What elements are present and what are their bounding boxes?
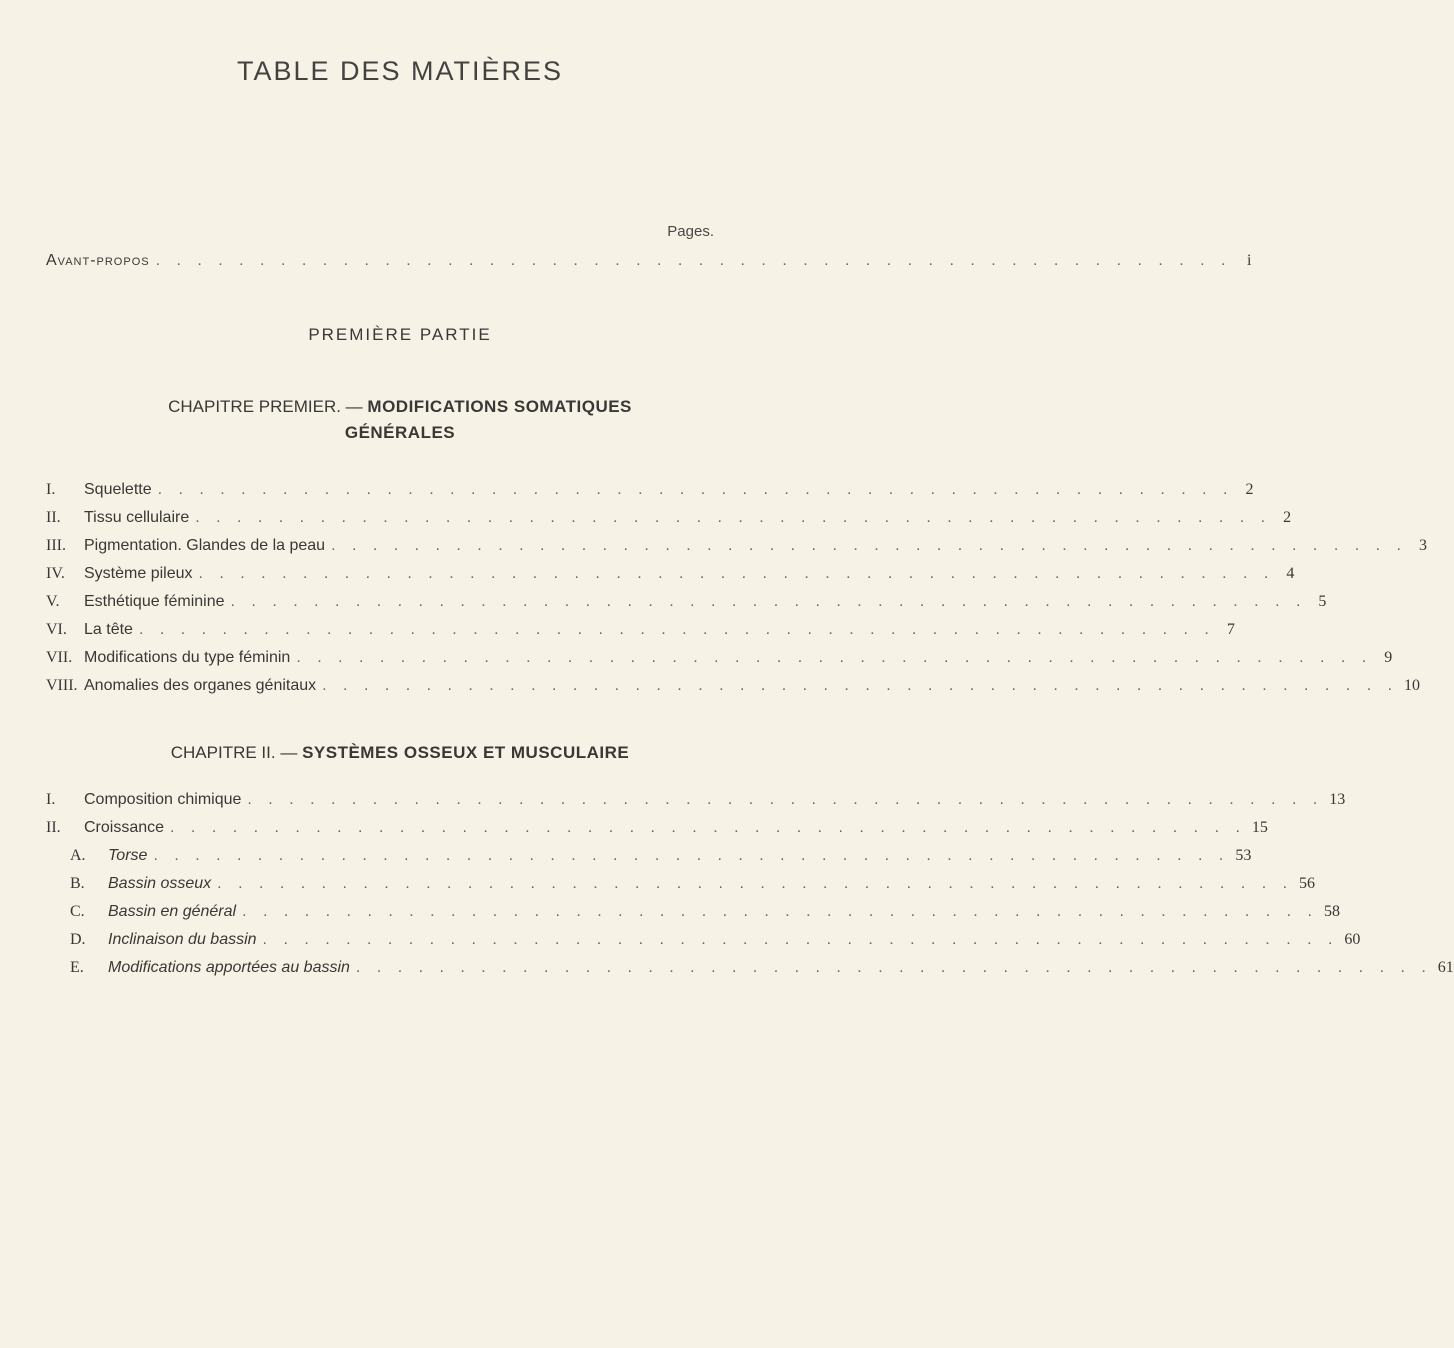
subentry-page: 58: [1323, 903, 1340, 920]
leader-dots: . . . . . . . . . . . . . . . . . . . . . . . . . . . . . . . . . . . . . . . . . . . . . . . . . . . .: [217, 875, 1294, 892]
subentry-label: Bassin en général: [108, 903, 237, 920]
entry-label: Modifications du type féminin: [84, 649, 291, 666]
entry-number: II.: [46, 509, 61, 526]
subentry-label: Bassin osseux: [108, 875, 212, 892]
subentry-letter: A.: [70, 847, 86, 864]
toc-entry: [46, 480, 1254, 500]
leader-dots: . . . . . . . . . . . . . . . . . . . . . . . . . . . . . . . . . . . . . . . . . . . . . . . . . . . .: [195, 509, 1272, 526]
toc-subentry: [70, 874, 1316, 894]
toc-entry: [46, 592, 1327, 612]
toc-subentry: [70, 930, 1361, 950]
entry-page: i: [1247, 252, 1252, 269]
subentry-letter: C.: [70, 903, 85, 920]
chapter-1-heading: [80, 394, 720, 446]
subentry-label: Modifications apportées au bassin: [108, 959, 350, 976]
leader-dots: . . . . . . . . . . . . . . . . . . . . . . . . . . . . . . . . . . . . . . . . . . . . . . . . . . . .: [170, 819, 1246, 836]
subentry-letter: E.: [70, 959, 84, 976]
leader-dots: . . . . . . . . . . . . . . . . . . . . . . . . . . . . . . . . . . . . . . . . . . . . . . . . . . . .: [331, 537, 1407, 554]
leader-dots: . . . . . . . . . . . . . . . . . . . . . . . . . . . . . . . . . . . . . . . . . . . . . . . . . . . .: [322, 677, 1399, 694]
subentry-letter: B.: [70, 875, 85, 892]
entry-label: Pigmentation. Glandes de la peau: [84, 537, 326, 554]
pages-column-label: Pages.: [667, 223, 714, 240]
toc-entry: [46, 536, 1427, 556]
toc-entry: [46, 508, 1292, 528]
entry-page: 3: [1418, 537, 1427, 554]
toc-entry: [46, 564, 1295, 584]
chapter-2-heading: [80, 740, 720, 766]
part-title: PREMIÈRE PARTIE: [308, 325, 492, 344]
entry-page: 13: [1329, 791, 1346, 808]
toc-entry: [46, 648, 1393, 668]
leader-dots: . . . . . . . . . . . . . . . . . . . . . . . . . . . . . . . . . . . . . . . . . . . . . . . . . . . .: [138, 621, 1215, 638]
entry-label: Système pileux: [84, 565, 193, 582]
chapter-1-prefix: CHAPITRE PREMIER. —: [168, 397, 363, 416]
entry-number: VI.: [46, 621, 67, 638]
entry-page: 9: [1384, 649, 1393, 666]
subentry-page: 56: [1299, 875, 1316, 892]
entry-number: VII.: [46, 649, 73, 666]
subentry-label: Torse: [108, 847, 148, 864]
toc-entry: [46, 676, 1421, 696]
leader-dots: . . . . . . . . . . . . . . . . . . . . . . . . . . . . . . . . . . . . . . . . . . . . . . . . . . . .: [262, 931, 1339, 948]
subentry-label: Inclinaison du bassin: [108, 931, 257, 948]
subentry-page: 61: [1437, 959, 1454, 976]
entry-number: II.: [46, 819, 61, 836]
subentry-page: 53: [1235, 847, 1252, 864]
leader-dots: . . . . . . . . . . . . . . . . . . . . . . . . . . . . . . . . . . . . . . . . . . . . . . . . . . . .: [230, 593, 1307, 610]
subentry-page: 60: [1344, 931, 1361, 948]
leader-dots: . . . . . . . . . . . . . . . . . . . . . . . . . . . . . . . . . . . . . . . . . . . . . . . . . . . .: [155, 252, 1232, 269]
entry-page: 4: [1286, 565, 1295, 582]
chapter-1-title-line2: GÉNÉRALES: [344, 423, 456, 442]
entry-label: La tête: [84, 621, 133, 638]
leader-dots: . . . . . . . . . . . . . . . . . . . . . . . . . . . . . . . . . . . . . . . . . . . . . . . . . . . .: [242, 903, 1318, 920]
entry-label: Avant-propos: [46, 252, 150, 269]
entry-page: 2: [1283, 509, 1292, 526]
entry-label: Squelette: [84, 481, 152, 498]
toc-subentry: [70, 902, 1340, 922]
leader-dots: . . . . . . . . . . . . . . . . . . . . . . . . . . . . . . . . . . . . . . . . . . . . . . . . . . . .: [153, 847, 1230, 864]
entry-number: V.: [46, 593, 60, 610]
entry-number: III.: [46, 537, 66, 554]
leader-dots: . . . . . . . . . . . . . . . . . . . . . . . . . . . . . . . . . . . . . . . . . . . . . . . . . . . .: [157, 481, 1234, 498]
page-title: TABLE DES MATIÈRES: [236, 56, 564, 86]
subentry-letter: D.: [70, 931, 86, 948]
entry-number: VIII.: [46, 677, 78, 694]
chapter-2-prefix: CHAPITRE II. —: [170, 743, 298, 762]
leader-dots: . . . . . . . . . . . . . . . . . . . . . . . . . . . . . . . . . . . . . . . . . . . . . . . . . . . .: [296, 649, 1373, 666]
entry-label: Anomalies des organes génitaux: [84, 677, 317, 694]
entry-number: I.: [46, 481, 56, 498]
entry-page: 10: [1404, 677, 1421, 694]
leader-dots: . . . . . . . . . . . . . . . . . . . . . . . . . . . . . . . . . . . . . . . . . . . . . . . . . . . .: [355, 959, 1432, 976]
entry-label: Esthétique féminine: [84, 593, 225, 610]
entry-number: I.: [46, 791, 56, 808]
toc-entry-avant-propos: [46, 251, 1252, 271]
leader-dots: . . . . . . . . . . . . . . . . . . . . . . . . . . . . . . . . . . . . . . . . . . . . . . . . . . . .: [198, 565, 1275, 582]
entry-label: Composition chimique: [84, 791, 242, 808]
entry-label: Croissance: [84, 819, 165, 836]
entry-number: IV.: [46, 565, 65, 582]
toc-entry: [46, 790, 1346, 810]
leader-dots: . . . . . . . . . . . . . . . . . . . . . . . . . . . . . . . . . . . . . . . . . . . . . . . . . . . .: [247, 791, 1324, 808]
chapter-2-title: SYSTÈMES OSSEUX ET MUSCULAIRE: [302, 743, 630, 762]
entry-page: 15: [1251, 819, 1268, 836]
toc-subentry: [70, 846, 1252, 866]
toc-entry: [46, 818, 1268, 838]
toc-entry: [46, 620, 1235, 640]
entry-label: Tissu cellulaire: [84, 509, 190, 526]
entry-page: 7: [1226, 621, 1235, 638]
toc-subentry: [70, 958, 1454, 978]
entry-page: 5: [1318, 593, 1327, 610]
chapter-1-title-line1: MODIFICATIONS SOMATIQUES: [367, 397, 632, 416]
entry-page: 2: [1245, 481, 1254, 498]
